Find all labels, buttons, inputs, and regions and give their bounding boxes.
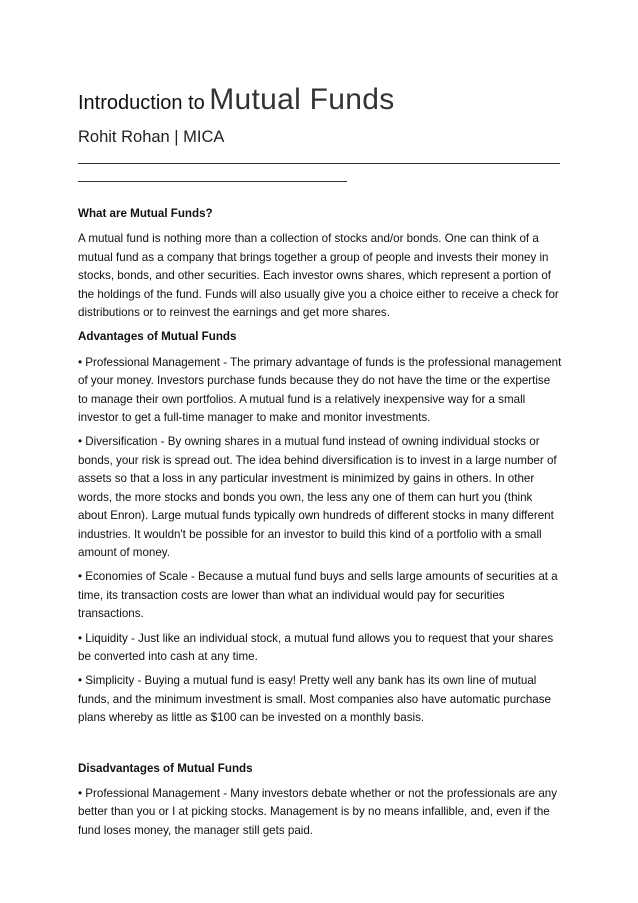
divider-line [78,163,560,164]
list-item: • Liquidity - Just like an individual stock, a mutual fund allows you to request that your shares be converted into cash at any time. [78,631,554,663]
document-title [78,83,395,117]
author-line: Rohit Rohan | MICA [78,128,225,146]
title-prefix: Introduction to [78,92,205,114]
title-main: Mutual Funds [209,83,395,116]
paragraph: A mutual fund is nothing more than a collection of stocks and/or bonds. One can think of a mutual fund as a company that brings together a group of people and invests their money in stocks, bonds, and other securities. Each investor owns shares, which represent a portion of the holdings of the fund. Funds will also usually give you a choice either to receive a check for distributions or to reinvest the earnings and get more shares. [78,232,559,320]
divider-line [78,181,347,182]
section-heading-disadvantages: Disadvantages of Mutual Funds [78,761,253,775]
document-body [78,205,562,846]
section-heading-advantages: Advantages of Mutual Funds [78,330,237,344]
list-item: • Economies of Scale - Because a mutual fund buys and sells large amounts of securities at a time, its transaction costs are lower than what an individual would pay for securities transactions. [78,570,558,621]
list-item: • Professional Management - The primary advantage of funds is the professional management of your money. Investors purchase funds because they do not have the time or the expertise to manage their own portfolios. A mutual fund is a relatively inexpensive way for a small investor to get a full-time manager to make and monitor investments. [78,355,562,425]
list-item: • Simplicity - Buying a mutual fund is easy! Pretty well any bank has its own line of mutual funds, and the minimum investment is small. Most companies also have automatic purchase plans whereby as little as $100 can be invested on a monthly basis. [78,674,551,725]
list-item: • Professional Management - Many investors debate whether or not the professionals are any better than you or I at picking stocks. Management is by no means infallible, and, even if the fund loses money, the manager still gets paid. [78,786,558,837]
list-item: • Diversification - By owning shares in a mutual fund instead of owning individual stocks or bonds, your risk is spread out. The idea behind diversification is to invest in a large number of assets so that a loss in any particular investment is minimized by gains in others. In other words, the more stocks and bonds you own, the less any one of them can hurt you (think about Enron). Large mutual funds typically own hundreds of different stocks in many different industries. It wouldn't be possible for an investor to build this kind of a portfolio with a small amount of money. [78,435,557,559]
section-heading-what: What are Mutual Funds? [78,207,213,220]
